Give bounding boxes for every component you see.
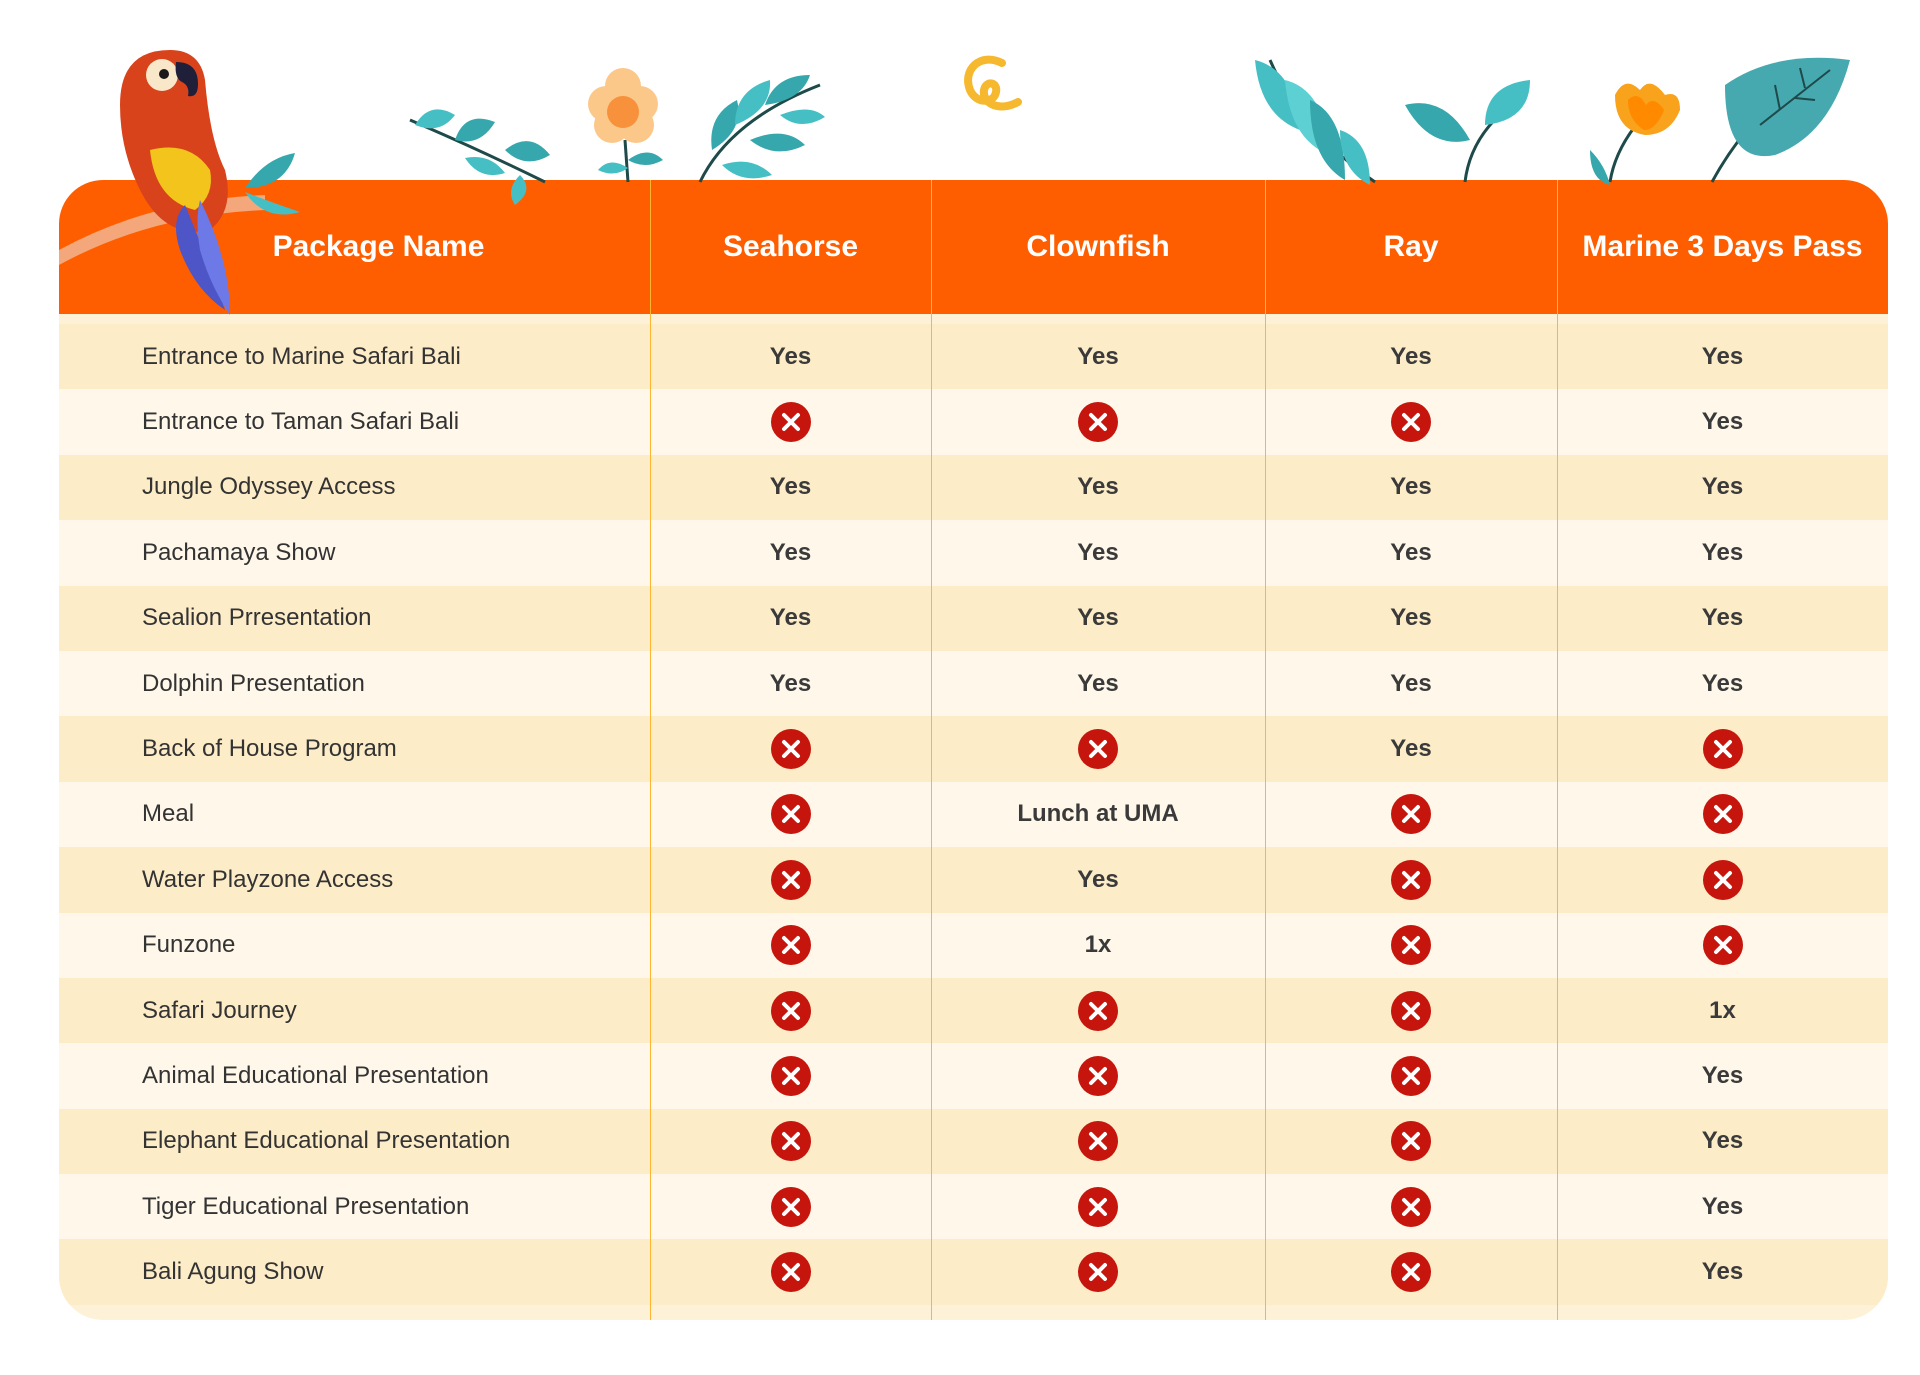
cell-ray-value: Yes <box>1390 669 1432 697</box>
x-circle-icon <box>1077 1055 1119 1097</box>
x-circle-icon <box>770 1120 812 1162</box>
cell-seahorse-not-included <box>650 1109 931 1174</box>
x-circle-icon <box>770 1055 812 1097</box>
package-comparison-table <box>59 180 1888 1320</box>
leaf-sprig-icon <box>1405 80 1530 182</box>
feature-label: Water Playzone Access <box>142 865 394 893</box>
cell-ray-not-included <box>1265 1174 1557 1239</box>
x-circle-icon <box>1702 793 1744 835</box>
feature-label: Dolphin Presentation <box>142 669 365 697</box>
table-row <box>59 389 1888 454</box>
cell-marine-3-days-pass-not-included <box>1557 782 1888 847</box>
x-circle-icon <box>1077 728 1119 770</box>
table-header <box>59 180 1888 314</box>
table-row <box>59 1043 1888 1108</box>
big-leaf-icon <box>1712 58 1850 182</box>
table-row <box>59 782 1888 847</box>
feature-label: Entrance to Taman Safari Bali <box>142 408 460 436</box>
cell-ray-not-included <box>1265 1239 1557 1304</box>
cell-marine-3-days-pass-value: Yes <box>1701 473 1744 501</box>
cell-marine-3-days-pass-value: Yes <box>1701 342 1744 370</box>
cell-marine-3-days-pass-not-included <box>1557 716 1888 781</box>
leaves-cluster-icon <box>1255 60 1375 185</box>
table-row <box>59 324 1888 389</box>
feature-label: Bali Agung Show <box>142 1258 324 1286</box>
cell-clownfish-value: 1x <box>1084 931 1112 959</box>
header-package-name: Package Name <box>272 230 485 263</box>
x-circle-icon <box>770 990 812 1032</box>
feature-label: Entrance to Marine Safari Bali <box>142 342 461 370</box>
feature-label: Tiger Educational Presentation <box>142 1192 470 1220</box>
cell-seahorse-not-included <box>650 1239 931 1304</box>
cell-seahorse-not-included <box>650 1174 931 1239</box>
cell-clownfish-value: Yes <box>1077 473 1119 501</box>
cell-ray-value: Yes <box>1390 604 1432 632</box>
feature-label: Pachamaya Show <box>142 538 336 566</box>
cell-seahorse-value: Yes <box>769 342 812 370</box>
feature-label: Meal <box>142 800 195 828</box>
header-seahorse: Seahorse <box>722 230 859 263</box>
feature-label: Funzone <box>142 931 236 959</box>
cell-seahorse-value: Yes <box>769 604 812 632</box>
cell-marine-3-days-pass-value: Yes <box>1701 538 1744 566</box>
x-circle-icon <box>770 1186 812 1228</box>
x-circle-icon <box>1702 728 1744 770</box>
cell-clownfish-not-included <box>931 978 1265 1043</box>
cell-ray-value: Yes <box>1390 735 1432 763</box>
cell-marine-3-days-pass-value: Yes <box>1701 1258 1744 1286</box>
column-divider <box>931 180 932 1320</box>
cell-clownfish-value: Lunch at UMA <box>1017 800 1179 828</box>
x-circle-icon <box>1702 859 1744 901</box>
cell-clownfish-value: Yes <box>1077 538 1119 566</box>
x-circle-icon <box>1390 859 1432 901</box>
header-clownfish: Clownfish <box>1026 230 1170 263</box>
cell-marine-3-days-pass-not-included <box>1557 913 1888 978</box>
x-circle-icon <box>1077 1251 1119 1293</box>
cell-clownfish-value: Yes <box>1077 865 1119 893</box>
cell-clownfish-not-included <box>931 1174 1265 1239</box>
x-circle-icon <box>1390 990 1432 1032</box>
cell-marine-3-days-pass-value: Yes <box>1701 1127 1744 1155</box>
cell-seahorse-value: Yes <box>769 473 812 501</box>
header-marine-3-days-pass: Marine 3 Days Pass <box>1582 230 1863 263</box>
feature-label: Back of House Program <box>142 735 397 763</box>
cell-clownfish-value: Yes <box>1077 604 1119 632</box>
cell-clownfish-not-included <box>931 1043 1265 1108</box>
column-divider <box>1557 180 1558 1320</box>
table-row <box>59 586 1888 651</box>
x-circle-icon <box>1390 401 1432 443</box>
x-circle-icon <box>1077 1186 1119 1228</box>
x-circle-icon <box>1390 1251 1432 1293</box>
x-circle-icon <box>1390 793 1432 835</box>
table-row <box>59 913 1888 978</box>
cell-marine-3-days-pass-not-included <box>1557 847 1888 912</box>
cell-seahorse-not-included <box>650 389 931 454</box>
cell-clownfish-value: Yes <box>1077 342 1119 370</box>
feature-label: Jungle Odyssey Access <box>142 473 396 501</box>
cell-seahorse-value: Yes <box>769 669 812 697</box>
x-circle-icon <box>1390 1186 1432 1228</box>
cell-ray-value: Yes <box>1390 473 1432 501</box>
x-circle-icon <box>770 793 812 835</box>
table-row <box>59 520 1888 585</box>
table-row <box>59 847 1888 912</box>
x-circle-icon <box>1077 990 1119 1032</box>
column-divider <box>1265 180 1266 1320</box>
cell-clownfish-not-included <box>931 1109 1265 1174</box>
cell-ray-not-included <box>1265 782 1557 847</box>
cell-marine-3-days-pass-value: Yes <box>1701 408 1744 436</box>
x-circle-icon <box>770 924 812 966</box>
cell-clownfish-not-included <box>931 1239 1265 1304</box>
cell-marine-3-days-pass-value: Yes <box>1701 604 1744 632</box>
cell-clownfish-not-included <box>931 716 1265 781</box>
cell-seahorse-not-included <box>650 782 931 847</box>
table-body <box>59 324 1888 1305</box>
cell-ray-not-included <box>1265 913 1557 978</box>
cell-clownfish-not-included <box>931 389 1265 454</box>
cell-marine-3-days-pass-value: Yes <box>1701 1192 1744 1220</box>
fern-icon <box>700 75 825 182</box>
feature-label: Elephant Educational Presentation <box>142 1127 511 1155</box>
feature-label: Animal Educational Presentation <box>142 1061 489 1089</box>
tulip-icon <box>1590 84 1680 185</box>
x-circle-icon <box>770 1251 812 1293</box>
x-circle-icon <box>1077 1120 1119 1162</box>
x-circle-icon <box>1702 924 1744 966</box>
column-divider <box>650 180 651 1320</box>
x-circle-icon <box>770 401 812 443</box>
cell-ray-not-included <box>1265 389 1557 454</box>
cell-marine-3-days-pass-value: 1x <box>1709 996 1736 1024</box>
feature-label: Sealion Prresentation <box>142 604 372 632</box>
cell-seahorse-not-included <box>650 913 931 978</box>
header-ray: Ray <box>1383 230 1439 263</box>
table-row <box>59 651 1888 716</box>
x-circle-icon <box>1390 1055 1432 1097</box>
table-row <box>59 1174 1888 1239</box>
x-circle-icon <box>1077 401 1119 443</box>
cell-ray-not-included <box>1265 1109 1557 1174</box>
cell-seahorse-value: Yes <box>769 538 812 566</box>
cell-ray-not-included <box>1265 1043 1557 1108</box>
cell-seahorse-not-included <box>650 716 931 781</box>
cell-seahorse-not-included <box>650 847 931 912</box>
feature-label: Safari Journey <box>142 996 297 1024</box>
table-row <box>59 455 1888 520</box>
cell-seahorse-not-included <box>650 978 931 1043</box>
table-row <box>59 1109 1888 1174</box>
cell-ray-not-included <box>1265 978 1557 1043</box>
cell-seahorse-not-included <box>650 1043 931 1108</box>
flower-icon <box>588 68 663 182</box>
cell-marine-3-days-pass-value: Yes <box>1701 1061 1744 1089</box>
logo-icon <box>968 60 1018 107</box>
cell-marine-3-days-pass-value: Yes <box>1701 669 1744 697</box>
cell-ray-not-included <box>1265 847 1557 912</box>
cell-ray-value: Yes <box>1390 342 1432 370</box>
table-row <box>59 716 1888 781</box>
x-circle-icon <box>1390 924 1432 966</box>
cell-ray-value: Yes <box>1390 538 1432 566</box>
cell-clownfish-value: Yes <box>1077 669 1119 697</box>
x-circle-icon <box>770 859 812 901</box>
x-circle-icon <box>1390 1120 1432 1162</box>
table-row <box>59 978 1888 1043</box>
table-row <box>59 1239 1888 1304</box>
x-circle-icon <box>770 728 812 770</box>
